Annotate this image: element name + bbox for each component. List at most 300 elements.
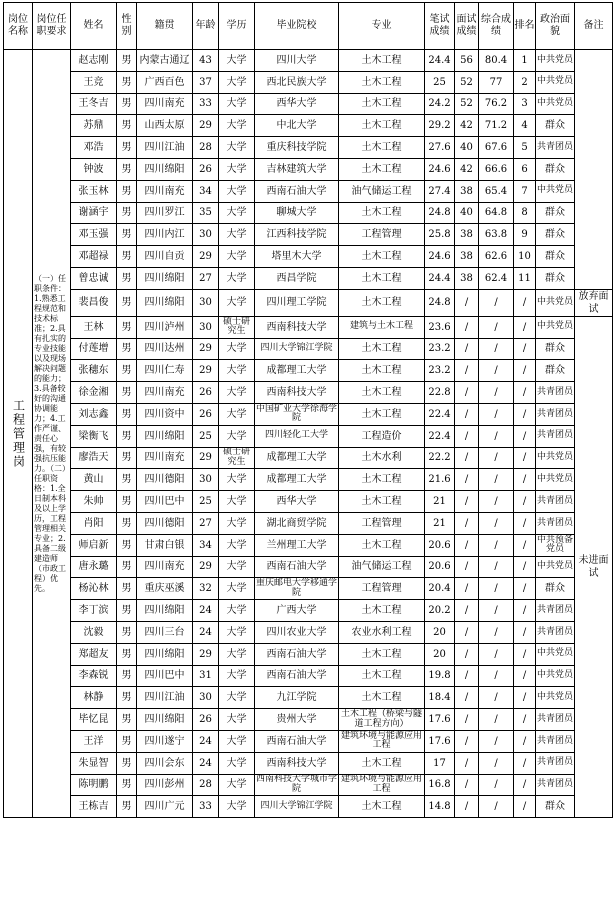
written-score-cell: 19.8 bbox=[425, 665, 455, 687]
major-cell: 土木工程 bbox=[339, 643, 425, 665]
education-cell: 大学 bbox=[219, 360, 255, 382]
interview-score-cell: / bbox=[455, 621, 479, 643]
political-cell: 共青团员 bbox=[536, 137, 575, 159]
gender-cell: 男 bbox=[117, 93, 137, 115]
interview-score-cell: / bbox=[455, 360, 479, 382]
gender-cell: 男 bbox=[117, 665, 137, 687]
age-cell: 29 bbox=[193, 360, 219, 382]
total-score-cell: 77 bbox=[479, 71, 514, 93]
gender-cell: 男 bbox=[117, 316, 137, 338]
table-row bbox=[4, 796, 613, 818]
school-cell: 成都理工大学 bbox=[255, 360, 339, 382]
major-cell: 工程管理 bbox=[339, 224, 425, 246]
rank-cell: / bbox=[514, 752, 536, 774]
political-cell: 群众 bbox=[536, 578, 575, 600]
gender-cell: 男 bbox=[117, 360, 137, 382]
age-cell: 29 bbox=[193, 447, 219, 469]
name-cell: 杨沁林 bbox=[71, 578, 117, 600]
major-cell: 工程造价 bbox=[339, 425, 425, 447]
education-cell: 大学 bbox=[219, 115, 255, 137]
interview-score-cell: / bbox=[455, 338, 479, 360]
school-cell: 四川大学锦江学院 bbox=[255, 338, 339, 360]
rank-cell: 8 bbox=[514, 202, 536, 224]
major-cell: 土木工程 bbox=[339, 600, 425, 622]
table-row bbox=[4, 93, 613, 115]
political-cell: 群众 bbox=[536, 224, 575, 246]
gender-cell: 男 bbox=[117, 447, 137, 469]
rank-cell: 9 bbox=[514, 224, 536, 246]
gender-cell: 男 bbox=[117, 752, 137, 774]
education-cell: 大学 bbox=[219, 556, 255, 578]
written-score-cell: 24.8 bbox=[425, 202, 455, 224]
rank-cell: 2 bbox=[514, 71, 536, 93]
total-score-cell: 71.2 bbox=[479, 115, 514, 137]
school-cell: 西华大学 bbox=[255, 93, 339, 115]
table-row bbox=[4, 578, 613, 600]
age-cell: 33 bbox=[193, 93, 219, 115]
major-cell: 土木工程 bbox=[339, 491, 425, 513]
age-cell: 43 bbox=[193, 50, 219, 72]
political-cell: 共青团员 bbox=[536, 730, 575, 752]
candidate-table bbox=[3, 2, 613, 818]
origin-cell: 四川绵阳 bbox=[137, 289, 193, 316]
education-cell: 大学 bbox=[219, 246, 255, 268]
political-cell: 中共党员 bbox=[536, 665, 575, 687]
interview-score-cell: / bbox=[455, 774, 479, 796]
rank-cell: / bbox=[514, 425, 536, 447]
table-row bbox=[4, 180, 613, 202]
gender-cell: 男 bbox=[117, 267, 137, 289]
rank-cell: 7 bbox=[514, 180, 536, 202]
written-score-cell: 22.4 bbox=[425, 403, 455, 425]
education-cell: 大学 bbox=[219, 289, 255, 316]
gender-cell: 男 bbox=[117, 403, 137, 425]
origin-cell: 四川绵阳 bbox=[137, 158, 193, 180]
major-cell: 土木工程 bbox=[339, 752, 425, 774]
major-cell: 土木工程 bbox=[339, 115, 425, 137]
major-cell: 土木工程 bbox=[339, 469, 425, 491]
school-cell: 西南石油大学 bbox=[255, 665, 339, 687]
interview-score-cell: / bbox=[455, 534, 479, 556]
origin-cell: 四川会东 bbox=[137, 752, 193, 774]
school-cell: 中国矿业大学徐海学院 bbox=[255, 403, 337, 424]
table-row bbox=[4, 621, 613, 643]
total-score-cell: / bbox=[479, 665, 514, 687]
interview-score-cell: / bbox=[455, 730, 479, 752]
name-cell: 李丁滨 bbox=[71, 600, 117, 622]
written-score-cell: 23.6 bbox=[425, 316, 455, 338]
name-cell: 肖阳 bbox=[71, 512, 117, 534]
interview-score-cell: / bbox=[455, 796, 479, 818]
political-cell: 共青团员 bbox=[536, 491, 575, 513]
written-score-cell: 27.6 bbox=[425, 137, 455, 159]
political-cell: 中共党员 bbox=[536, 50, 575, 72]
name-cell: 黄山 bbox=[71, 469, 117, 491]
school-cell: 中北大学 bbox=[255, 115, 339, 137]
written-score-cell: 20.4 bbox=[425, 578, 455, 600]
origin-cell: 内蒙古通辽 bbox=[137, 50, 193, 72]
age-cell: 26 bbox=[193, 709, 219, 731]
header-political: 政治面貌 bbox=[536, 3, 575, 50]
rank-cell: 3 bbox=[514, 93, 536, 115]
total-score-cell: / bbox=[479, 447, 514, 469]
total-score-cell: 76.2 bbox=[479, 93, 514, 115]
origin-cell: 四川泸州 bbox=[137, 316, 193, 338]
interview-score-cell: / bbox=[455, 578, 479, 600]
table-row bbox=[4, 469, 613, 491]
written-score-cell: 20.2 bbox=[425, 600, 455, 622]
political-cell: 中共党员 bbox=[536, 643, 575, 665]
school-cell: 兰州理工大学 bbox=[255, 534, 339, 556]
written-score-cell: 20 bbox=[425, 643, 455, 665]
table-row bbox=[4, 360, 613, 382]
interview-score-cell: 52 bbox=[455, 93, 479, 115]
header-name: 姓名 bbox=[71, 3, 117, 50]
interview-score-cell: / bbox=[455, 447, 479, 469]
total-score-cell: / bbox=[479, 774, 514, 796]
name-cell: 师启新 bbox=[71, 534, 117, 556]
age-cell: 30 bbox=[193, 316, 219, 338]
name-cell: 朱帅 bbox=[71, 491, 117, 513]
gender-cell: 男 bbox=[117, 246, 137, 268]
origin-cell: 四川南充 bbox=[137, 556, 193, 578]
gender-cell: 男 bbox=[117, 774, 137, 796]
total-score-cell: / bbox=[479, 600, 514, 622]
school-cell: 西南科技大学 bbox=[255, 316, 339, 338]
origin-cell: 四川德阳 bbox=[137, 469, 193, 491]
written-score-cell: 23.2 bbox=[425, 338, 455, 360]
name-cell: 付莲增 bbox=[71, 338, 117, 360]
table-row bbox=[4, 491, 613, 513]
origin-cell: 四川巴中 bbox=[137, 665, 193, 687]
interview-score-cell: 38 bbox=[455, 267, 479, 289]
written-score-cell: 22.2 bbox=[425, 447, 455, 469]
major-cell: 建筑环境与能源应用工程 bbox=[339, 774, 425, 796]
interview-score-cell: / bbox=[455, 403, 479, 425]
age-cell: 29 bbox=[193, 643, 219, 665]
rank-cell: / bbox=[514, 512, 536, 534]
age-cell: 26 bbox=[193, 403, 219, 425]
rank-cell: / bbox=[514, 403, 536, 425]
rank-cell: 4 bbox=[514, 115, 536, 137]
name-cell: 王竞 bbox=[71, 71, 117, 93]
major-cell: 土木水利 bbox=[339, 447, 425, 469]
interview-score-cell: 42 bbox=[455, 158, 479, 180]
rank-cell: / bbox=[514, 289, 536, 316]
total-score-cell: / bbox=[479, 512, 514, 534]
origin-cell: 四川遂宁 bbox=[137, 730, 193, 752]
gender-cell: 男 bbox=[117, 600, 137, 622]
total-score-cell: 64.8 bbox=[479, 202, 514, 224]
name-cell: 钟波 bbox=[71, 158, 117, 180]
age-cell: 24 bbox=[193, 600, 219, 622]
name-cell: 李森锐 bbox=[71, 665, 117, 687]
table-row bbox=[4, 600, 613, 622]
rank-cell: / bbox=[514, 621, 536, 643]
rank-cell: / bbox=[514, 316, 536, 338]
gender-cell: 男 bbox=[117, 425, 137, 447]
interview-score-cell: 40 bbox=[455, 137, 479, 159]
political-cell: 中共党员 bbox=[536, 687, 575, 709]
total-score-cell: / bbox=[479, 709, 514, 731]
header-requirements: 岗位任职要求 bbox=[33, 3, 71, 50]
political-cell: 群众 bbox=[536, 267, 575, 289]
rank-cell: / bbox=[514, 382, 536, 404]
age-cell: 30 bbox=[193, 289, 219, 316]
gender-cell: 男 bbox=[117, 796, 137, 818]
name-cell: 沈毅 bbox=[71, 621, 117, 643]
origin-cell: 四川南充 bbox=[137, 180, 193, 202]
school-cell: 重庆邮电大学移通学院 bbox=[255, 578, 337, 598]
total-score-cell: 62.6 bbox=[479, 246, 514, 268]
name-cell: 邓浩 bbox=[71, 137, 117, 159]
education-cell: 大学 bbox=[219, 578, 255, 600]
origin-cell: 山西太原 bbox=[137, 115, 193, 137]
education-cell: 大学 bbox=[219, 202, 255, 224]
political-cell: 中共党员 bbox=[536, 316, 575, 338]
written-score-cell: 25.8 bbox=[425, 224, 455, 246]
political-cell: 群众 bbox=[536, 360, 575, 382]
origin-cell: 四川罗江 bbox=[137, 202, 193, 224]
education-cell: 大学 bbox=[219, 158, 255, 180]
school-cell: 四川理工学院 bbox=[255, 289, 339, 316]
education-cell: 大学 bbox=[219, 534, 255, 556]
origin-cell: 四川绵阳 bbox=[137, 267, 193, 289]
total-score-cell: / bbox=[479, 752, 514, 774]
education-cell: 大学 bbox=[219, 382, 255, 404]
education-cell: 大学 bbox=[219, 796, 255, 818]
name-cell: 王林 bbox=[71, 316, 117, 338]
education-cell: 大学 bbox=[219, 93, 255, 115]
name-cell: 梁衡飞 bbox=[71, 425, 117, 447]
name-cell: 唐永璐 bbox=[71, 556, 117, 578]
education-cell: 大学 bbox=[219, 50, 255, 72]
interview-score-cell: / bbox=[455, 512, 479, 534]
school-cell: 吉林建筑大学 bbox=[255, 158, 339, 180]
age-cell: 34 bbox=[193, 534, 219, 556]
age-cell: 27 bbox=[193, 512, 219, 534]
table-row bbox=[4, 289, 613, 316]
school-cell: 西南石油大学 bbox=[255, 730, 339, 752]
education-cell: 大学 bbox=[219, 224, 255, 246]
education-cell: 大学 bbox=[219, 137, 255, 159]
major-cell: 土木工程 bbox=[339, 665, 425, 687]
school-cell: 西北民族大学 bbox=[255, 71, 339, 93]
age-cell: 28 bbox=[193, 774, 219, 796]
gender-cell: 男 bbox=[117, 512, 137, 534]
table-row bbox=[4, 246, 613, 268]
written-score-cell: 17.6 bbox=[425, 709, 455, 731]
written-score-cell: 23.2 bbox=[425, 360, 455, 382]
education-cell: 大学 bbox=[219, 403, 255, 425]
header-origin: 籍贯 bbox=[137, 3, 193, 50]
total-score-cell: 80.4 bbox=[479, 50, 514, 72]
name-cell: 廖浩天 bbox=[71, 447, 117, 469]
written-score-cell: 16.8 bbox=[425, 774, 455, 796]
political-cell: 群众 bbox=[536, 202, 575, 224]
gender-cell: 男 bbox=[117, 137, 137, 159]
age-cell: 33 bbox=[193, 796, 219, 818]
rank-cell: / bbox=[514, 643, 536, 665]
major-cell: 土木工程 bbox=[339, 158, 425, 180]
total-score-cell: / bbox=[479, 403, 514, 425]
name-cell: 赵志刚 bbox=[71, 50, 117, 72]
education-cell: 大学 bbox=[219, 180, 255, 202]
origin-cell: 重庆巫溪 bbox=[137, 578, 193, 600]
rank-cell: / bbox=[514, 447, 536, 469]
major-cell: 工程管理 bbox=[339, 578, 425, 600]
school-cell: 成都理工大学 bbox=[255, 447, 339, 469]
origin-cell: 四川自贡 bbox=[137, 246, 193, 268]
education-cell: 硕士研究生 bbox=[219, 447, 255, 469]
interview-score-cell: 40 bbox=[455, 202, 479, 224]
school-cell: 塔里木大学 bbox=[255, 246, 339, 268]
written-score-cell: 24.4 bbox=[425, 50, 455, 72]
total-score-cell: / bbox=[479, 469, 514, 491]
education-cell: 大学 bbox=[219, 512, 255, 534]
political-cell: 共青团员 bbox=[536, 382, 575, 404]
interview-score-cell: / bbox=[455, 556, 479, 578]
political-cell: 中共党员 bbox=[536, 469, 575, 491]
age-cell: 26 bbox=[193, 382, 219, 404]
gender-cell: 男 bbox=[117, 534, 137, 556]
education-cell: 大学 bbox=[219, 469, 255, 491]
gender-cell: 男 bbox=[117, 289, 137, 316]
requirements-cell: （一）任职条件：1.熟悉工程规范和技术标准；2.具有扎实的专业技能以及现场解决问题的能力；3.具备较好的沟通协调能力；4.工作严谨、责任心强，有较强抗压能力。（二）任职资格：1.全日制本科及以上学历，工程管理相关专业；2.具备二级建造师（市政工程）优先。 bbox=[33, 50, 71, 818]
rank-cell: / bbox=[514, 730, 536, 752]
education-cell: 大学 bbox=[219, 621, 255, 643]
political-cell: 共青团员 bbox=[536, 512, 575, 534]
rank-cell: 1 bbox=[514, 50, 536, 72]
rank-cell: / bbox=[514, 556, 536, 578]
age-cell: 31 bbox=[193, 665, 219, 687]
age-cell: 27 bbox=[193, 267, 219, 289]
school-cell: 西南科技大学 bbox=[255, 752, 339, 774]
rank-cell: / bbox=[514, 578, 536, 600]
interview-score-cell: / bbox=[455, 643, 479, 665]
gender-cell: 男 bbox=[117, 469, 137, 491]
table-row bbox=[4, 687, 613, 709]
origin-cell: 四川南充 bbox=[137, 93, 193, 115]
age-cell: 29 bbox=[193, 246, 219, 268]
age-cell: 24 bbox=[193, 752, 219, 774]
rank-cell: / bbox=[514, 796, 536, 818]
school-cell: 西昌学院 bbox=[255, 267, 339, 289]
age-cell: 29 bbox=[193, 338, 219, 360]
political-cell: 中共党员 bbox=[536, 93, 575, 115]
school-cell: 西南石油大学 bbox=[255, 556, 339, 578]
major-cell: 土木工程 bbox=[339, 338, 425, 360]
gender-cell: 男 bbox=[117, 382, 137, 404]
total-score-cell: / bbox=[479, 289, 514, 316]
school-cell: 贵州大学 bbox=[255, 709, 339, 731]
written-score-cell: 20.6 bbox=[425, 556, 455, 578]
political-cell: 中共党员 bbox=[536, 180, 575, 202]
total-score-cell: / bbox=[479, 556, 514, 578]
major-cell: 油气储运工程 bbox=[339, 180, 425, 202]
interview-score-cell: 56 bbox=[455, 50, 479, 72]
table-row bbox=[4, 71, 613, 93]
table-row bbox=[4, 403, 613, 425]
total-score-cell: / bbox=[479, 534, 514, 556]
major-cell: 土木工程 bbox=[339, 202, 425, 224]
total-score-cell: / bbox=[479, 316, 514, 338]
rank-cell: / bbox=[514, 709, 536, 731]
school-cell: 西南石油大学 bbox=[255, 180, 339, 202]
school-cell: 四川大学锦江学院 bbox=[255, 796, 339, 818]
origin-cell: 四川广元 bbox=[137, 796, 193, 818]
gender-cell: 男 bbox=[117, 730, 137, 752]
table-body bbox=[4, 50, 613, 818]
school-cell: 西南石油大学 bbox=[255, 643, 339, 665]
gender-cell: 男 bbox=[117, 578, 137, 600]
name-cell: 邓超禄 bbox=[71, 246, 117, 268]
written-score-cell: 21 bbox=[425, 491, 455, 513]
gender-cell: 男 bbox=[117, 643, 137, 665]
origin-cell: 四川绵阳 bbox=[137, 643, 193, 665]
table-row bbox=[4, 643, 613, 665]
major-cell: 土木工程 bbox=[339, 382, 425, 404]
interview-score-cell: / bbox=[455, 316, 479, 338]
origin-cell: 四川江油 bbox=[137, 137, 193, 159]
school-cell: 四川农业大学 bbox=[255, 621, 339, 643]
total-score-cell: / bbox=[479, 643, 514, 665]
origin-cell: 四川仁寿 bbox=[137, 360, 193, 382]
gender-cell: 男 bbox=[117, 115, 137, 137]
age-cell: 25 bbox=[193, 491, 219, 513]
table-row bbox=[4, 512, 613, 534]
origin-cell: 四川资中 bbox=[137, 403, 193, 425]
header-row bbox=[4, 3, 613, 50]
interview-score-cell: / bbox=[455, 469, 479, 491]
school-cell: 四川大学 bbox=[255, 50, 339, 72]
age-cell: 30 bbox=[193, 469, 219, 491]
table-row bbox=[4, 556, 613, 578]
major-cell: 土木工程 bbox=[339, 50, 425, 72]
political-cell: 共青团员 bbox=[536, 403, 575, 425]
written-score-cell: 20.6 bbox=[425, 534, 455, 556]
education-cell: 大学 bbox=[219, 643, 255, 665]
table-row bbox=[4, 709, 613, 731]
political-cell: 群众 bbox=[536, 115, 575, 137]
name-cell: 陈明鹏 bbox=[71, 774, 117, 796]
major-cell: 土木工程 bbox=[339, 289, 425, 316]
rank-cell: 11 bbox=[514, 267, 536, 289]
origin-cell: 四川绵阳 bbox=[137, 425, 193, 447]
written-score-cell: 21.6 bbox=[425, 469, 455, 491]
political-cell: 共青团员 bbox=[536, 752, 575, 774]
gender-cell: 男 bbox=[117, 202, 137, 224]
total-score-cell: / bbox=[479, 491, 514, 513]
rank-cell: / bbox=[514, 360, 536, 382]
name-cell: 裴昌俊 bbox=[71, 289, 117, 316]
political-cell: 中共党员 bbox=[536, 556, 575, 578]
table-row bbox=[4, 774, 613, 796]
gender-cell: 男 bbox=[117, 491, 137, 513]
education-cell: 大学 bbox=[219, 491, 255, 513]
origin-cell: 四川德阳 bbox=[137, 512, 193, 534]
school-cell: 广西大学 bbox=[255, 600, 339, 622]
name-cell: 毕忆昆 bbox=[71, 709, 117, 731]
total-score-cell: 65.4 bbox=[479, 180, 514, 202]
education-cell: 大学 bbox=[219, 687, 255, 709]
table-row bbox=[4, 338, 613, 360]
interview-score-cell: 42 bbox=[455, 115, 479, 137]
age-cell: 24 bbox=[193, 621, 219, 643]
header-rank: 排名 bbox=[514, 3, 536, 50]
total-score-cell: / bbox=[479, 621, 514, 643]
major-cell: 土木工程 bbox=[339, 93, 425, 115]
